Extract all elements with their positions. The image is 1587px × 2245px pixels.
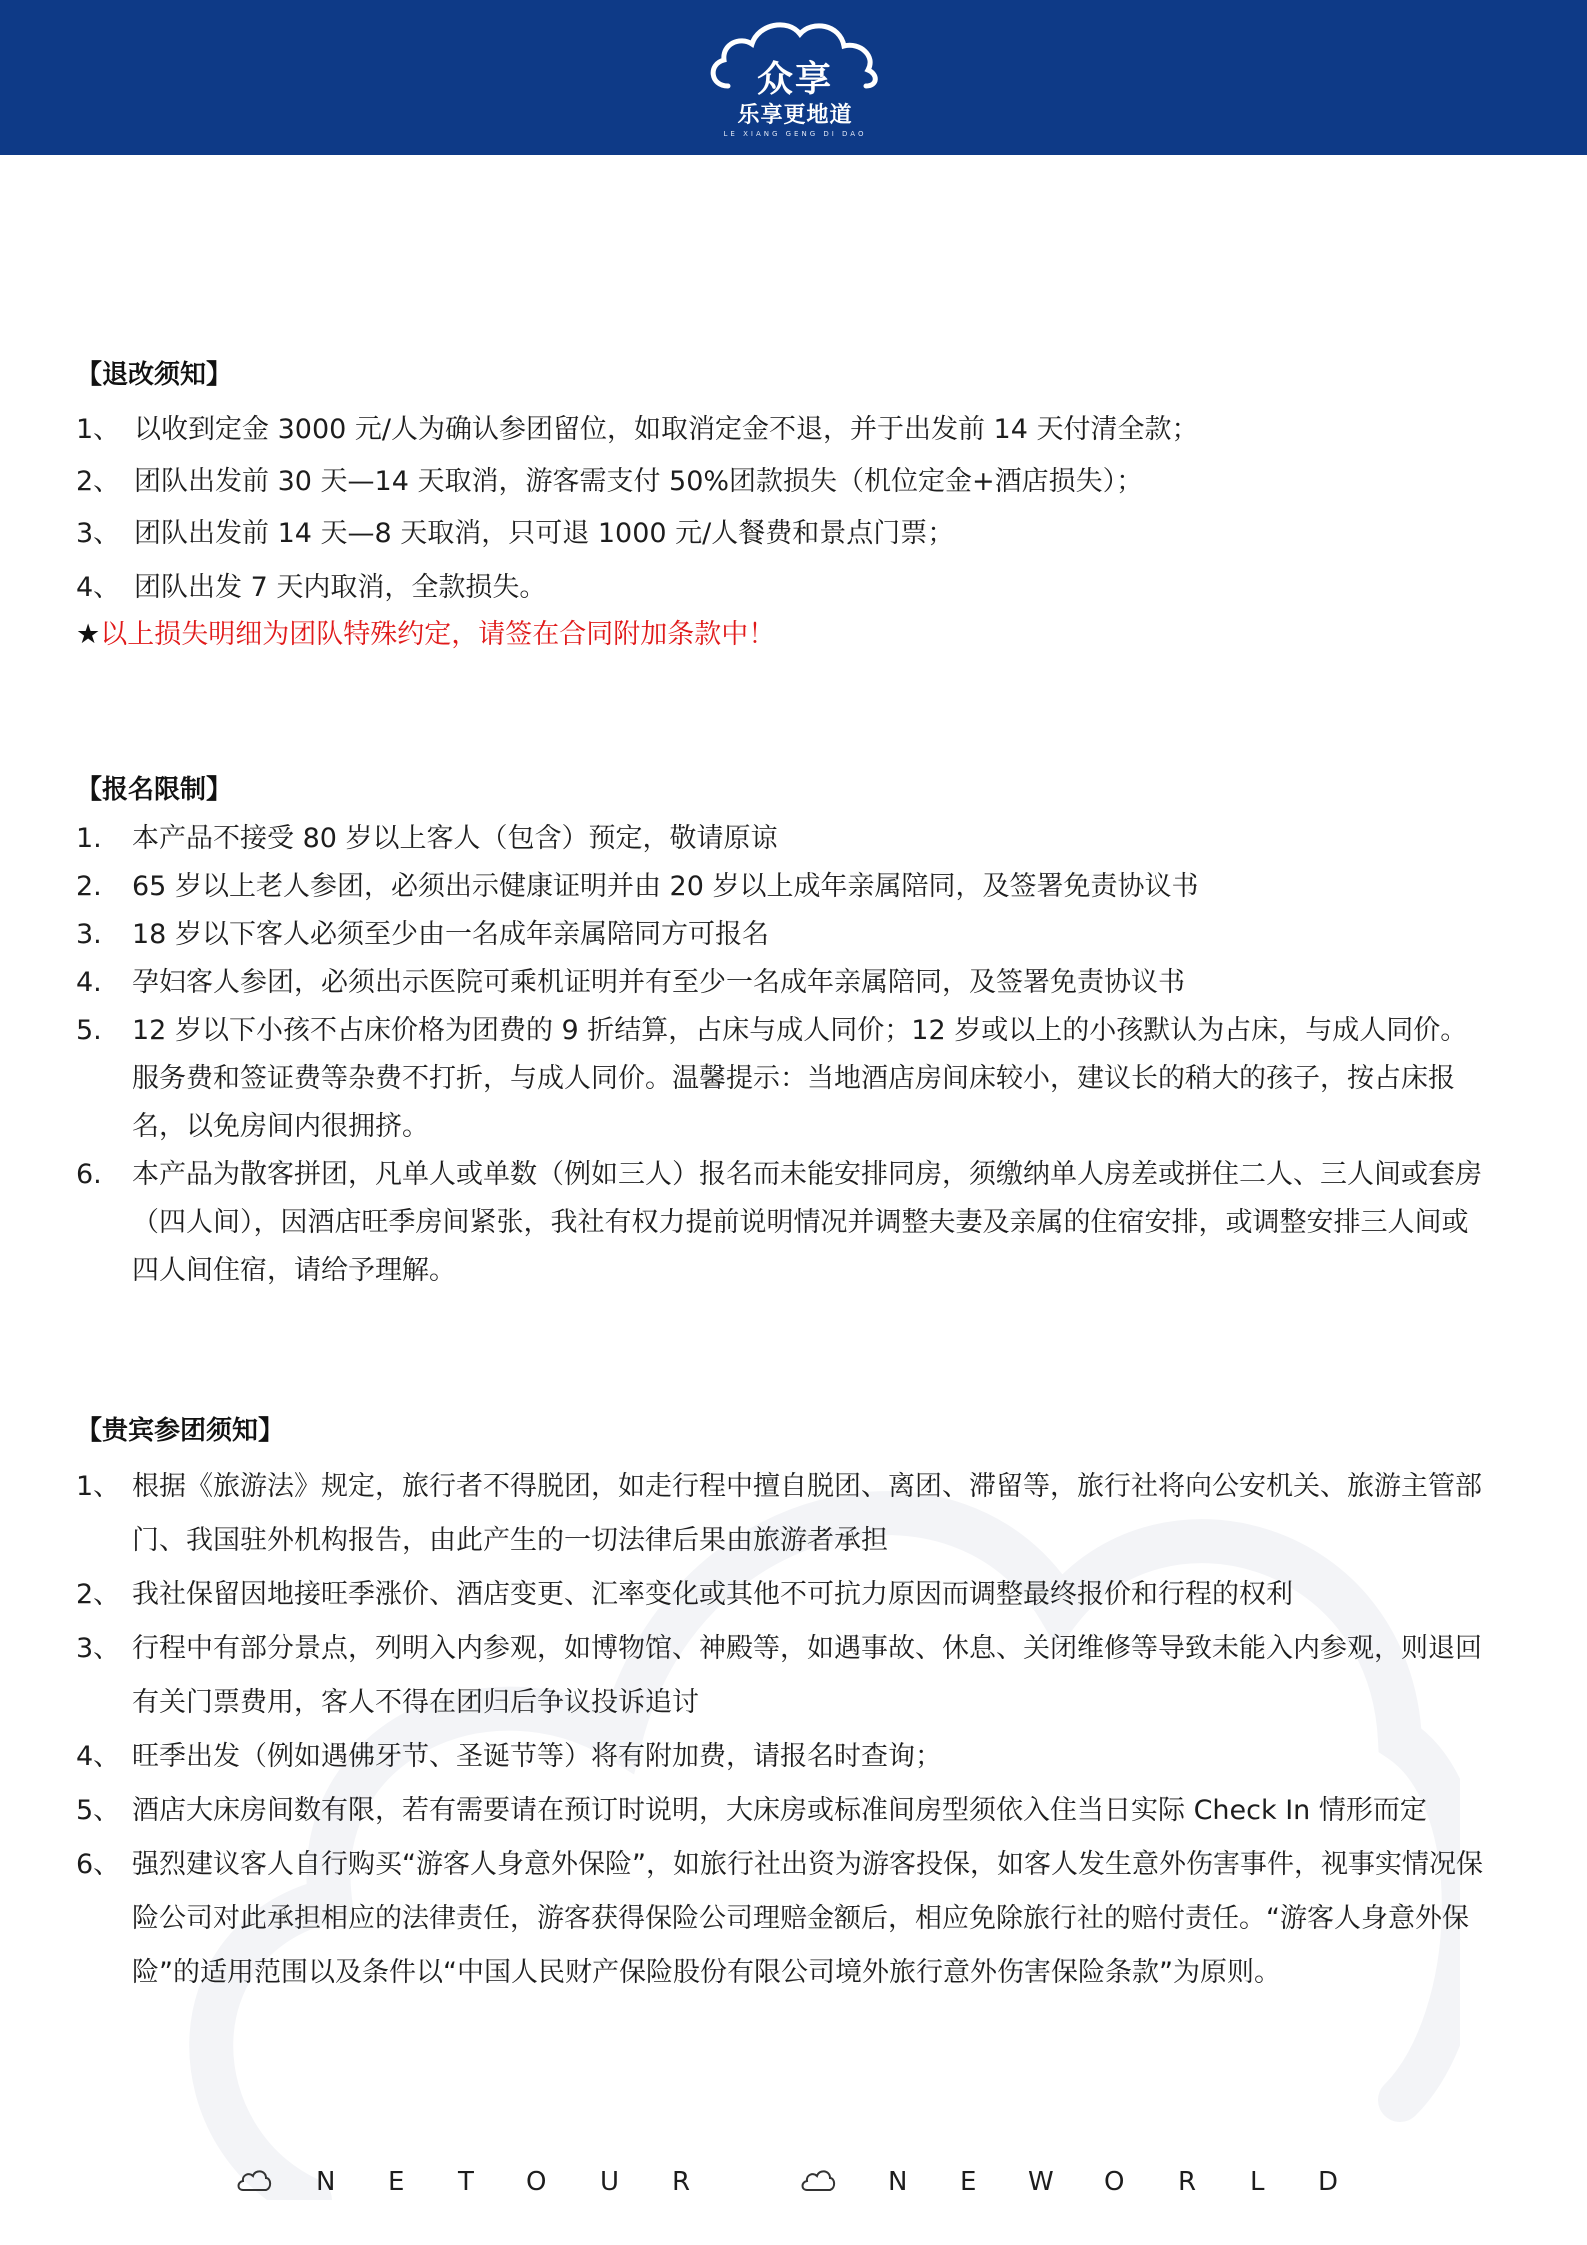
item-number: 5、 (76, 1795, 121, 1826)
item-text: 本产品不接受 80 岁以上客人（包含）预定，敬请原谅 (132, 823, 778, 854)
item-number: 4、 (76, 1741, 121, 1772)
item-text: 行程中有部分景点，列明入内参观，如博物馆、神殿等，如遇事故、休息、关闭维修等导致未能入内参观，则退回有关门票费用，客人不得在团归后争议投诉追讨 (132, 1633, 1482, 1718)
item-text: 强烈建议客人自行购买“游客人身意外保险”，如旅行社出资为游客投保，如客人发生意外伤害事件，视事实情况保险公司对此承担相应的法律责任，游客获得保险公司理赔金额后，相应免除旅行社的赔付责任。“游客人身意外保险”的适用范围以及条件以“中国人民财产保险股份有限公司境外旅行意外伤害保险条款”为原则。 (132, 1849, 1483, 1988)
item-number: 4. (76, 967, 102, 998)
brand-logo (700, 12, 890, 140)
footer-letter: N (316, 2167, 336, 2197)
footer-letter: T (458, 2167, 474, 2197)
item-text: 12 岁以下小孩不占床价格为团费的 9 折结算，占床与成人同价；12 岁或以上的小孩默认为占床，与成人同价。服务费和签证费等杂费不打折，与成人同价。温馨提示：当地酒店房间床较小，建议长的稍大的孩子，按占床报名，以免房间内很拥挤。 (132, 1015, 1468, 1142)
item-number: 1、 (76, 1471, 121, 1502)
footer-neworld (800, 2160, 1360, 2204)
footer-letter: W (1028, 2167, 1054, 2197)
item-number: 1、 (76, 414, 121, 445)
item-text: 本产品为散客拼团，凡单人或单数（例如三人）报名而未能安排同房，须缴纳单人房差或拼住二人、三人间或套房（四人间），因酒店旺季房间紧张，我社有权力提前说明情况并调整夫妻及亲属的住宿安排，或调整安排三人间或四人间住宿，请给予理解。 (132, 1159, 1482, 1286)
note-text: 以上损失明细为团队特殊约定，请签在合同附加条款中！ (100, 619, 776, 650)
cloud-icon (236, 2166, 272, 2194)
item-number: 2、 (76, 1579, 121, 1610)
item-number: 3. (76, 919, 102, 950)
footer-letter: O (1104, 2167, 1125, 2197)
star-icon: ★ (76, 619, 101, 650)
logo-text: 众享 (756, 59, 833, 100)
footer-letter: U (600, 2167, 620, 2197)
item-text: 孕妇客人参团，必须出示医院可乘机证明并有至少一名成年亲属陪同，及签署免责协议书 (132, 967, 1185, 998)
item-text: 酒店大床房间数有限，若有需要请在预订时说明，大床房或标准间房型须依入住当日实际 Check In 情形而定 (132, 1795, 1427, 1826)
slogan-pinyin: LE XIANG GENG DI DAO (723, 130, 867, 138)
footer-letter: R (1178, 2167, 1197, 2197)
item-number: 6、 (76, 1849, 121, 1880)
section-title-refund: 【退改须知】 (76, 360, 233, 390)
item-text: 旺季出发（例如遇佛牙节、圣诞节等）将有附加费，请报名时查询； (132, 1741, 942, 1772)
item-text: 以收到定金 3000 元/人为确认参团留位，如取消定金不退，并于出发前 14 天付清全款； (134, 414, 1199, 445)
slogan: 乐享更地道 (737, 103, 853, 128)
footer-letter: O (526, 2167, 547, 2197)
footer-letter: D (1318, 2167, 1339, 2197)
header-bar (0, 0, 1587, 155)
item-text: 团队出发前 14 天—8 天取消，只可退 1000 元/人餐费和景点门票； (134, 518, 955, 549)
item-number: 2、 (76, 466, 121, 497)
item-number: 1. (76, 823, 102, 854)
item-text: 根据《旅游法》规定，旅行者不得脱团，如走行程中擅自脱团、离团、滞留等，旅行社将向公安机关、旅游主管部门、我国驻外机构报告，由此产生的一切法律后果由旅游者承担 (132, 1471, 1482, 1556)
item-text: 18 岁以下客人必须至少由一名成年亲属陪同方可报名 (132, 919, 769, 950)
footer-letter: R (672, 2167, 691, 2197)
item-number: 6. (76, 1159, 102, 1190)
footer (0, 2160, 1587, 2204)
item-number: 3、 (76, 1633, 121, 1664)
special-note (76, 617, 775, 653)
item-number: 5. (76, 1015, 102, 1046)
footer-letter: E (388, 2167, 405, 2197)
item-text: 团队出发前 30 天—14 天取消，游客需支付 50%团款损失（机位定金+酒店损失）； (134, 466, 1144, 497)
section-title-signup: 【报名限制】 (76, 775, 233, 805)
cloud-icon (800, 2166, 836, 2194)
item-text: 团队出发 7 天内取消，全款损失。 (134, 572, 547, 603)
item-number: 2. (76, 871, 102, 902)
section-title-guest: 【贵宾参团须知】 (76, 1416, 285, 1446)
footer-netour (236, 2160, 716, 2204)
item-number: 3、 (76, 518, 121, 549)
item-text: 我社保留因地接旺季涨价、酒店变更、汇率变化或其他不可抗力原因而调整最终报价和行程的权利 (132, 1579, 1293, 1610)
item-number: 4、 (76, 572, 121, 603)
footer-letter: N (888, 2167, 908, 2197)
footer-letter: L (1250, 2167, 1265, 2197)
item-text: 65 岁以上老人参团，必须出示健康证明并由 20 岁以上成年亲属陪同，及签署免责协议书 (132, 871, 1199, 902)
footer-letter: E (960, 2167, 977, 2197)
